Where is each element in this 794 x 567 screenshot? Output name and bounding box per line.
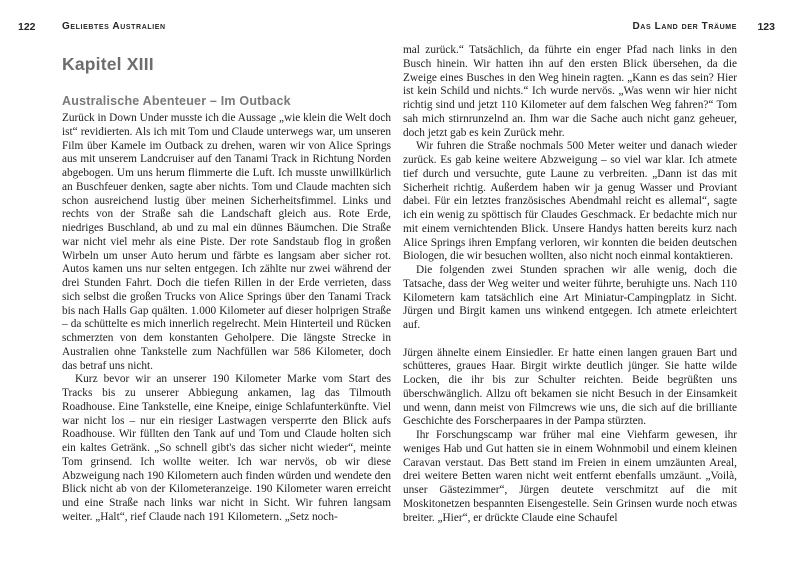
body-text-right <box>403 44 737 525</box>
paragraph: Ihr Forschungscamp war früher mal eine Viehfarm gewesen, ihr weniges Hab und Gut hatten sie in einem Wohnmobil und einem kleinen Caravan verstaut. Das Bett stand im Freien in einem umzäunten Areal, drei weitere Betten waren nicht weit entfernt ebenfalls umzäunt. „Voilà, unser Gästezimmer“, Jürgen deutete verschmitzt auf die mit Moskitonetzen bespannten Eisengestelle. Sein Grinsen wurde noch etwas breiter. „Hier“, er drückte Claude eine Schaufel <box>403 429 737 524</box>
chapter-title: Kapitel XIII <box>62 54 154 74</box>
paragraph: Kurz bevor wir an unserer 190 Kilometer Marke vom Start des Tracks bis zu unserer Abbiegung ankamen, lag das Tilmouth Roadhouse. Eine Tankstelle, eine Kneipe, einige Schlafunterkünfte. Viel war nicht los – nur ein riesiger Lastwagen versperrte den Blick aufs Roadhouse. Wir füllten den Tank auf und Tom und Claude holten sich ein kaltes Getränk. „So schnell gibt's das sicher nicht wieder“, meinte Tom grinsend. Ich wollte weiter. Ich war nervös, ob wir diese Abzweigung nach 190 Kilometern auch finden würden und wendete den Blick nicht ab von der Kilometeranzeige. 190 Kilometer waren erreicht und eine Straße nach links war nicht in Sicht. Wir fuhren langsam weiter. „Halt“, rief Claude nach 191 Kilometern. „Setz noch- <box>62 373 391 523</box>
page-number-left: 122 <box>18 21 36 33</box>
paragraph: Die folgenden zwei Stunden sprachen wir alle wenig, doch die Tatsache, dass der Weg weiter und weiter führte, beruhigte uns. Nach 110 Kilometern kam tatsächlich eine Art Miniatur-Campingplatz in Sicht. Jürgen und Birgit kamen uns winkend entgegen. Ich atmete erleichtert auf. <box>403 264 737 331</box>
body-text-left <box>62 112 391 525</box>
running-head-right: Das Land der Träume <box>632 21 737 32</box>
paragraph: Wir fuhren die Straße nochmals 500 Meter weiter und danach wieder zurück. Es gab keine weitere Abzweigung – so viel war klar. Ich atmete tief durch und versuchte, gute Laune zu verbreiten. „Dann ist das mit Sicherheit richtig. Außerdem haben wir ja genug Wasser und Proviant dabei. Für ein letztes französisches Abendmahl reicht es allemal“, sagte ich ein wenig zu spöttisch für Claudes Geschmack. Er bedachte mich nur mit einem vernichtenden Blick. Unsere Handys hatten bereits kurz nach Alice Springs ihren Empfang verloren, wir konnten die beiden deutschen Biologen, die wir besuchen wollten, also nicht noch einmal kontaktieren. <box>403 140 737 263</box>
paragraph: mal zurück.“ Tatsächlich, da führte ein enger Pfad nach links in den Busch hinein. Wir hatten ihn auf den ersten Blick übersehen, da die Zweige eines Busches in den Weg hinein ragten. „Kann es das sein? Hier ist kein Schild und nichts.“ Ich wurde nervös. „Was wenn wir hier nicht richtig sind und jetzt 110 Kilometer auf dem falschen Weg fahren?“ Tom sah mich stirnrunzelnd an. Ihm war die Sache auch nicht ganz geheuer, doch jetzt gab es kein Zurück mehr. <box>403 44 737 139</box>
paragraph: Jürgen ähnelte einem Einsiedler. Er hatte einen langen grauen Bart und schütteres, graues Haar. Birgit wirkte deutlich jünger. Sie hatte wilde Locken, die ihr bis zur Schulter reichten. Beide begrüßten uns überschwänglich. Allzu oft bekamen sie nicht Besuch in der Einsamkeit und wenn, dann meist von Filmcrews wie uns, die sich auf die brilliante Geschichte des Forscherpaares in der Pampa stürzten. <box>403 346 737 428</box>
paragraph: Zurück in Down Under musste ich die Aussage „wie klein die Welt doch ist“ revidierten. Als ich mit Tom und Claude unterwegs war, um unseren Film über Kamele im Outback zu drehen, waren wir von Alice Springs aus mit unserem Landcruiser auf den Tanami Track in Richtung Norden abgebogen. Um uns herum flimmerte die Luft. Ich musste unwillkürlich an Buschfeuer denken, sagte aber nichts. Tom und Claude machten sich schon ausreichend lustig über meinen Sicherheitsfimmel. Links und rechts von der Straße sah die Landschaft gleich aus. Rote Erde, niedriges Buschland, ab und zu mal ein dünnes Bäumchen. Die Straße war nicht viel mehr als eine Piste. Der rote Sandstaub flog in großen Wirbeln um unser Auto herum und färbte es langsam aber sicher rot. Autos kamen uns nur selten entgegen. Ich zählte nur zwei während der drei Stunden Fahrt. Doch die tiefen Rillen in der Erde verrieten, dass sich selbst die großen Trucks von Alice Springs über den Tanami Track bis nach Halls Gap quälten. 1.000 Kilometer auf dieser holprigen Straße – da schüttelte es mich innerlich regelrecht. Mein Hinterteil und Rücken schmerzten von dem konstanten Geholpere. Die längste Strecke in Australien ohne Tankstelle zum Nachfüllen war 586 Kilometer, doch das betraf uns nicht. <box>62 112 391 372</box>
page-right <box>397 0 794 567</box>
running-head-left: Geliebtes Australien <box>62 21 166 32</box>
page-number-right: 123 <box>757 21 775 33</box>
section-title: Australische Abenteuer – Im Outback <box>62 94 291 108</box>
